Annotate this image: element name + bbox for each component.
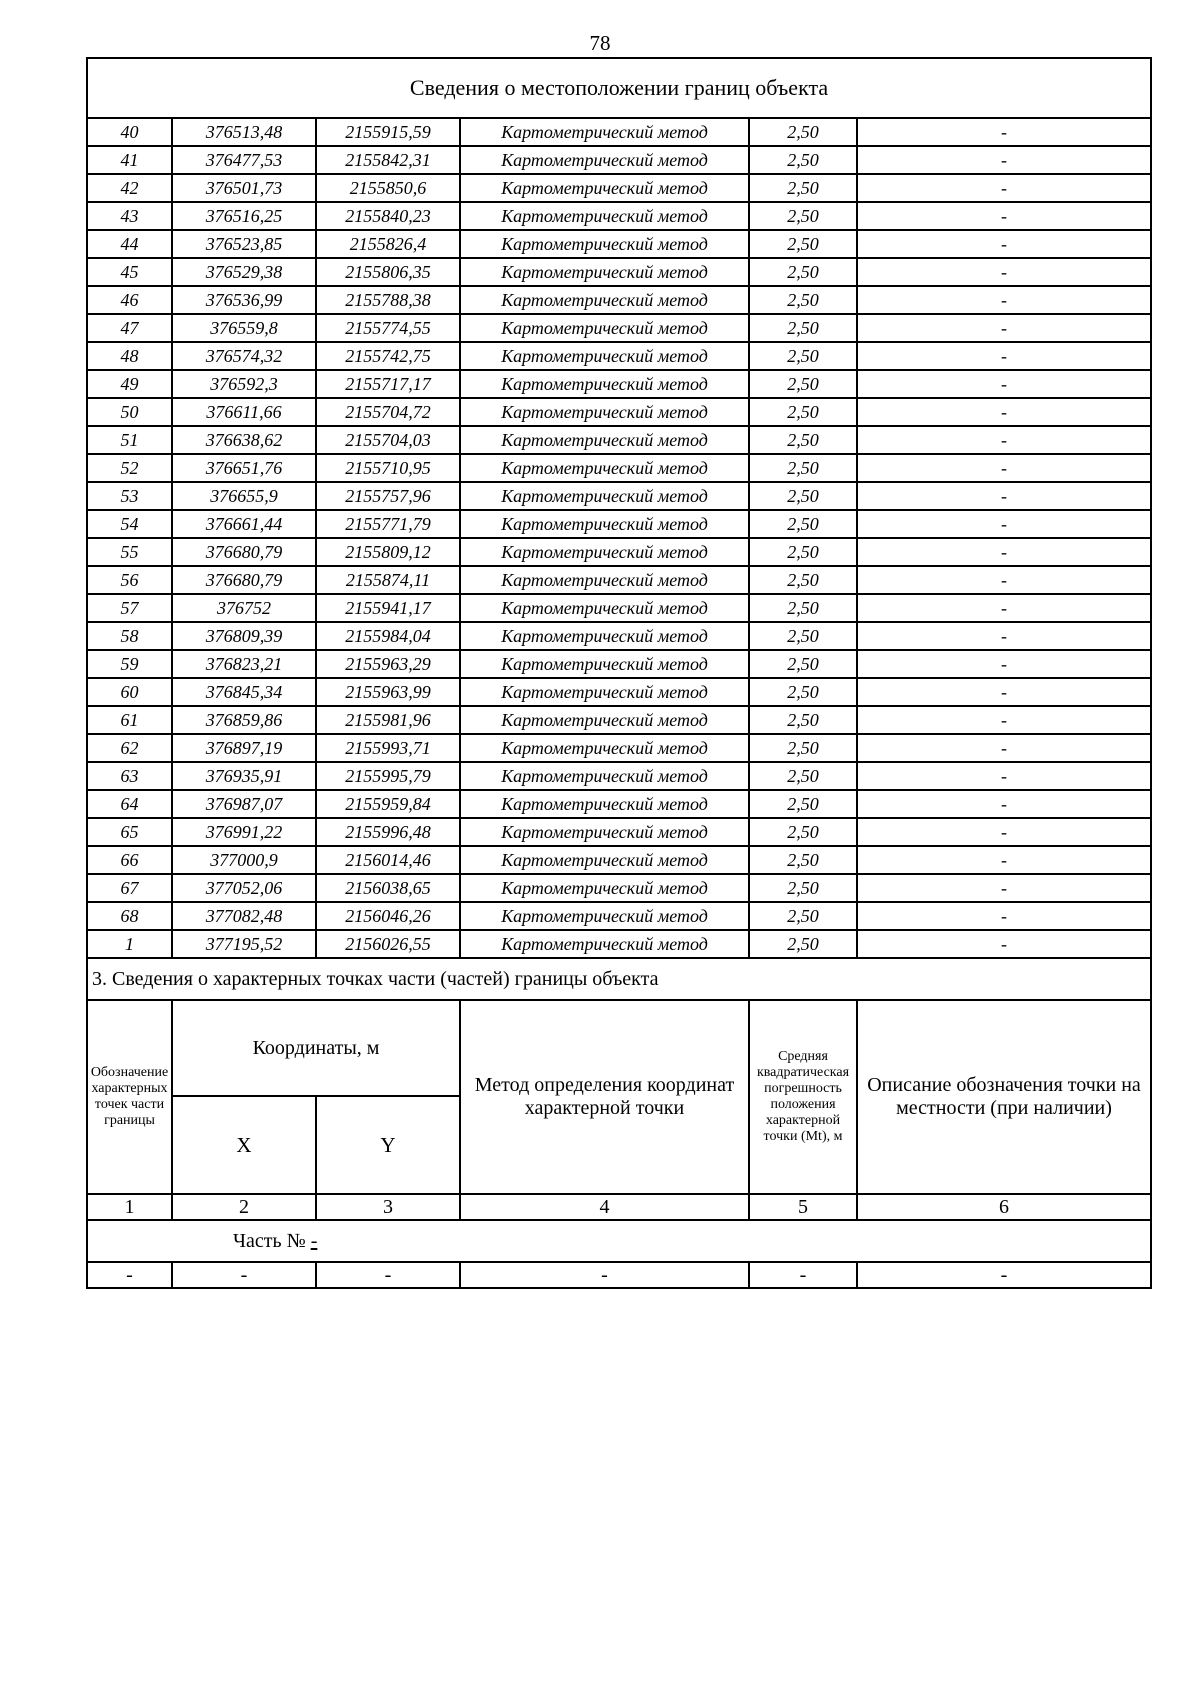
section3-title: 3. Сведения о характерных точках части (частей) границы объекта — [87, 958, 1151, 1000]
x-coordinate-cell: 377052,06 — [172, 874, 316, 902]
description-cell: - — [857, 314, 1151, 342]
method-cell: Картометрический метод — [460, 454, 749, 482]
point-id-cell: 57 — [87, 594, 172, 622]
x-coordinate-cell: 376809,39 — [172, 622, 316, 650]
description-cell: - — [857, 202, 1151, 230]
column-number-cell: 1 — [87, 1194, 172, 1220]
y-coordinate-cell: 2155757,96 — [316, 482, 460, 510]
header-coordinates: Координаты, м — [172, 1000, 460, 1096]
part-number-value: - — [310, 1229, 318, 1252]
point-id-cell: 52 — [87, 454, 172, 482]
y-coordinate-cell: 2155850,6 — [316, 174, 460, 202]
method-cell: Картометрический метод — [460, 370, 749, 398]
y-coordinate-cell: 2155842,31 — [316, 146, 460, 174]
mt-cell: 2,50 — [749, 342, 857, 370]
method-cell: Картометрический метод — [460, 734, 749, 762]
point-id-cell: 66 — [87, 846, 172, 874]
column-number-cell: 4 — [460, 1194, 749, 1220]
method-cell: Картометрический метод — [460, 874, 749, 902]
method-cell: Картометрический метод — [460, 818, 749, 846]
mt-cell: 2,50 — [749, 426, 857, 454]
description-cell: - — [857, 818, 1151, 846]
description-cell: - — [857, 930, 1151, 958]
point-id-cell: 67 — [87, 874, 172, 902]
mt-cell: 2,50 — [749, 902, 857, 930]
mt-cell: 2,50 — [749, 762, 857, 790]
mt-cell: 2,50 — [749, 398, 857, 426]
table-row — [87, 874, 1151, 902]
mt-cell: 2,50 — [749, 482, 857, 510]
description-cell: - — [857, 790, 1151, 818]
description-cell: - — [857, 622, 1151, 650]
description-cell: - — [857, 594, 1151, 622]
point-id-cell: 49 — [87, 370, 172, 398]
x-coordinate-cell: 376513,48 — [172, 118, 316, 146]
mt-cell: 2,50 — [749, 874, 857, 902]
column-number-cell: 3 — [316, 1194, 460, 1220]
x-coordinate-cell: 376651,76 — [172, 454, 316, 482]
table-row — [87, 286, 1151, 314]
mt-cell: 2,50 — [749, 622, 857, 650]
table-row — [87, 454, 1151, 482]
point-id-cell: 40 — [87, 118, 172, 146]
description-cell: - — [857, 342, 1151, 370]
mt-cell: 2,50 — [749, 454, 857, 482]
table-row — [87, 342, 1151, 370]
point-id-cell: 46 — [87, 286, 172, 314]
point-id-cell: 54 — [87, 510, 172, 538]
description-cell: - — [857, 734, 1151, 762]
description-cell: - — [857, 398, 1151, 426]
description-cell: - — [857, 174, 1151, 202]
point-id-cell: 55 — [87, 538, 172, 566]
x-coordinate-cell: 377195,52 — [172, 930, 316, 958]
header-x: X — [172, 1096, 316, 1194]
x-coordinate-cell: 376680,79 — [172, 566, 316, 594]
point-id-cell: 56 — [87, 566, 172, 594]
x-coordinate-cell: 376987,07 — [172, 790, 316, 818]
description-cell: - — [857, 370, 1151, 398]
mt-cell: 2,50 — [749, 510, 857, 538]
y-coordinate-cell: 2156014,46 — [316, 846, 460, 874]
point-id-cell: 48 — [87, 342, 172, 370]
description-cell: - — [857, 650, 1151, 678]
method-cell: Картометрический метод — [460, 622, 749, 650]
header-mt: Средняя квадратическая погрешность положения характерной точки (Mt), м — [749, 1000, 857, 1194]
method-cell: Картометрический метод — [460, 146, 749, 174]
empty-cell: - — [857, 1262, 1151, 1288]
point-id-cell: 1 — [87, 930, 172, 958]
empty-cell: - — [87, 1262, 172, 1288]
mt-cell: 2,50 — [749, 538, 857, 566]
y-coordinate-cell: 2155993,71 — [316, 734, 460, 762]
point-id-cell: 63 — [87, 762, 172, 790]
table-title: Сведения о местоположении границ объекта — [87, 58, 1151, 118]
description-cell: - — [857, 678, 1151, 706]
x-coordinate-cell: 376477,53 — [172, 146, 316, 174]
point-id-cell: 43 — [87, 202, 172, 230]
mt-cell: 2,50 — [749, 706, 857, 734]
x-coordinate-cell: 376897,19 — [172, 734, 316, 762]
y-coordinate-cell: 2155963,29 — [316, 650, 460, 678]
y-coordinate-cell: 2155996,48 — [316, 818, 460, 846]
y-coordinate-cell: 2155809,12 — [316, 538, 460, 566]
table-row — [87, 650, 1151, 678]
x-coordinate-cell: 376529,38 — [172, 258, 316, 286]
y-coordinate-cell: 2155806,35 — [316, 258, 460, 286]
method-cell: Картометрический метод — [460, 846, 749, 874]
x-coordinate-cell: 376859,86 — [172, 706, 316, 734]
method-cell: Картометрический метод — [460, 286, 749, 314]
y-coordinate-cell: 2155941,17 — [316, 594, 460, 622]
x-coordinate-cell: 376559,8 — [172, 314, 316, 342]
description-cell: - — [857, 510, 1151, 538]
method-cell: Картометрический метод — [460, 930, 749, 958]
mt-cell: 2,50 — [749, 146, 857, 174]
y-coordinate-cell: 2155915,59 — [316, 118, 460, 146]
x-coordinate-cell: 376516,25 — [172, 202, 316, 230]
method-cell: Картометрический метод — [460, 230, 749, 258]
mt-cell: 2,50 — [749, 818, 857, 846]
table-row — [87, 202, 1151, 230]
point-id-cell: 68 — [87, 902, 172, 930]
mt-cell: 2,50 — [749, 790, 857, 818]
page-number: 78 — [589, 31, 611, 55]
table-title-row — [87, 58, 1151, 118]
y-coordinate-cell: 2155840,23 — [316, 202, 460, 230]
x-coordinate-cell: 376935,91 — [172, 762, 316, 790]
x-coordinate-cell: 376523,85 — [172, 230, 316, 258]
table-row — [87, 566, 1151, 594]
mt-cell: 2,50 — [749, 174, 857, 202]
method-cell: Картометрический метод — [460, 314, 749, 342]
y-coordinate-cell: 2155995,79 — [316, 762, 460, 790]
y-coordinate-cell: 2155771,79 — [316, 510, 460, 538]
description-cell: - — [857, 706, 1151, 734]
boundary-table — [86, 57, 1152, 1289]
point-id-cell: 47 — [87, 314, 172, 342]
point-id-cell: 51 — [87, 426, 172, 454]
point-id-cell: 50 — [87, 398, 172, 426]
header-method: Метод определения координат характерной точки — [460, 1000, 749, 1194]
mt-cell: 2,50 — [749, 258, 857, 286]
table-row — [87, 734, 1151, 762]
column-numbers-row — [87, 1194, 1151, 1220]
section3-title-row — [87, 958, 1151, 1000]
table-row — [87, 594, 1151, 622]
table-row — [87, 370, 1151, 398]
point-id-cell: 53 — [87, 482, 172, 510]
description-cell: - — [857, 118, 1151, 146]
description-cell: - — [857, 566, 1151, 594]
y-coordinate-cell: 2156038,65 — [316, 874, 460, 902]
point-id-cell: 45 — [87, 258, 172, 286]
table-row — [87, 678, 1151, 706]
table-row — [87, 790, 1151, 818]
mt-cell: 2,50 — [749, 734, 857, 762]
point-id-cell: 64 — [87, 790, 172, 818]
mt-cell: 2,50 — [749, 118, 857, 146]
method-cell: Картометрический метод — [460, 510, 749, 538]
point-id-cell: 60 — [87, 678, 172, 706]
x-coordinate-cell: 377000,9 — [172, 846, 316, 874]
description-cell: - — [857, 874, 1151, 902]
mt-cell: 2,50 — [749, 650, 857, 678]
part-row — [87, 1220, 1151, 1262]
mt-cell: 2,50 — [749, 370, 857, 398]
y-coordinate-cell: 2155981,96 — [316, 706, 460, 734]
method-cell: Картометрический метод — [460, 426, 749, 454]
table-row — [87, 258, 1151, 286]
header-designation: Обозначение характерных точек части границы — [87, 1000, 172, 1194]
y-coordinate-cell: 2155704,72 — [316, 398, 460, 426]
mt-cell: 2,50 — [749, 930, 857, 958]
description-cell: - — [857, 146, 1151, 174]
point-id-cell: 42 — [87, 174, 172, 202]
mt-cell: 2,50 — [749, 314, 857, 342]
x-coordinate-cell: 376501,73 — [172, 174, 316, 202]
y-coordinate-cell: 2156026,55 — [316, 930, 460, 958]
description-cell: - — [857, 230, 1151, 258]
method-cell: Картометрический метод — [460, 762, 749, 790]
point-id-cell: 65 — [87, 818, 172, 846]
x-coordinate-cell: 376655,9 — [172, 482, 316, 510]
table-row — [87, 902, 1151, 930]
y-coordinate-cell: 2155742,75 — [316, 342, 460, 370]
description-cell: - — [857, 902, 1151, 930]
method-cell: Картометрический метод — [460, 118, 749, 146]
y-coordinate-cell: 2155717,17 — [316, 370, 460, 398]
table-row — [87, 174, 1151, 202]
method-cell: Картометрический метод — [460, 678, 749, 706]
table-row — [87, 510, 1151, 538]
method-cell: Картометрический метод — [460, 482, 749, 510]
column-number-cell: 2 — [172, 1194, 316, 1220]
method-cell: Картометрический метод — [460, 790, 749, 818]
method-cell: Картометрический метод — [460, 902, 749, 930]
point-id-cell: 58 — [87, 622, 172, 650]
part-label: Часть № — [233, 1229, 306, 1252]
method-cell: Картометрический метод — [460, 538, 749, 566]
y-coordinate-cell: 2155959,84 — [316, 790, 460, 818]
table-row — [87, 482, 1151, 510]
method-cell: Картометрический метод — [460, 398, 749, 426]
empty-part-row — [87, 1262, 1151, 1288]
empty-cell: - — [316, 1262, 460, 1288]
method-cell: Картометрический метод — [460, 342, 749, 370]
table-row — [87, 426, 1151, 454]
method-cell: Картометрический метод — [460, 706, 749, 734]
method-cell: Картометрический метод — [460, 566, 749, 594]
y-coordinate-cell: 2155963,99 — [316, 678, 460, 706]
empty-cell: - — [460, 1262, 749, 1288]
description-cell: - — [857, 286, 1151, 314]
table-row — [87, 146, 1151, 174]
description-cell: - — [857, 258, 1151, 286]
y-coordinate-cell: 2155710,95 — [316, 454, 460, 482]
x-coordinate-cell: 376752 — [172, 594, 316, 622]
x-coordinate-cell: 376680,79 — [172, 538, 316, 566]
x-coordinate-cell: 376638,62 — [172, 426, 316, 454]
mt-cell: 2,50 — [749, 678, 857, 706]
table-row — [87, 706, 1151, 734]
empty-cell: - — [749, 1262, 857, 1288]
table-row — [87, 930, 1151, 958]
description-cell: - — [857, 538, 1151, 566]
point-id-cell: 62 — [87, 734, 172, 762]
column-number-cell: 5 — [749, 1194, 857, 1220]
method-cell: Картометрический метод — [460, 594, 749, 622]
y-coordinate-cell: 2155788,38 — [316, 286, 460, 314]
mt-cell: 2,50 — [749, 230, 857, 258]
header-y: Y — [316, 1096, 460, 1194]
x-coordinate-cell: 377082,48 — [172, 902, 316, 930]
mt-cell: 2,50 — [749, 286, 857, 314]
x-coordinate-cell: 376991,22 — [172, 818, 316, 846]
part-cell — [87, 1220, 1151, 1262]
y-coordinate-cell: 2156046,26 — [316, 902, 460, 930]
method-cell: Картометрический метод — [460, 258, 749, 286]
x-coordinate-cell: 376845,34 — [172, 678, 316, 706]
x-coordinate-cell: 376823,21 — [172, 650, 316, 678]
table-row — [87, 622, 1151, 650]
table-row — [87, 398, 1151, 426]
empty-cell: - — [172, 1262, 316, 1288]
point-id-cell: 41 — [87, 146, 172, 174]
method-cell: Картометрический метод — [460, 202, 749, 230]
section3-header-row — [87, 1000, 1151, 1096]
column-number-cell: 6 — [857, 1194, 1151, 1220]
part-label-group — [233, 1230, 317, 1253]
table-row — [87, 762, 1151, 790]
y-coordinate-cell: 2155874,11 — [316, 566, 460, 594]
point-id-cell: 44 — [87, 230, 172, 258]
mt-cell: 2,50 — [749, 202, 857, 230]
mt-cell: 2,50 — [749, 594, 857, 622]
description-cell: - — [857, 482, 1151, 510]
point-id-cell: 59 — [87, 650, 172, 678]
y-coordinate-cell: 2155704,03 — [316, 426, 460, 454]
table-row — [87, 314, 1151, 342]
x-coordinate-cell: 376611,66 — [172, 398, 316, 426]
table-row — [87, 118, 1151, 146]
method-cell: Картометрический метод — [460, 174, 749, 202]
y-coordinate-cell: 2155984,04 — [316, 622, 460, 650]
table-row — [87, 846, 1151, 874]
y-coordinate-cell: 2155826,4 — [316, 230, 460, 258]
mt-cell: 2,50 — [749, 846, 857, 874]
table-row — [87, 818, 1151, 846]
description-cell: - — [857, 846, 1151, 874]
table-row — [87, 538, 1151, 566]
y-coordinate-cell: 2155774,55 — [316, 314, 460, 342]
mt-cell: 2,50 — [749, 566, 857, 594]
x-coordinate-cell: 376661,44 — [172, 510, 316, 538]
table-row — [87, 230, 1151, 258]
method-cell: Картометрический метод — [460, 650, 749, 678]
x-coordinate-cell: 376536,99 — [172, 286, 316, 314]
x-coordinate-cell: 376574,32 — [172, 342, 316, 370]
header-description: Описание обозначения точки на местности (при наличии) — [857, 1000, 1151, 1194]
point-id-cell: 61 — [87, 706, 172, 734]
description-cell: - — [857, 426, 1151, 454]
description-cell: - — [857, 762, 1151, 790]
description-cell: - — [857, 454, 1151, 482]
x-coordinate-cell: 376592,3 — [172, 370, 316, 398]
